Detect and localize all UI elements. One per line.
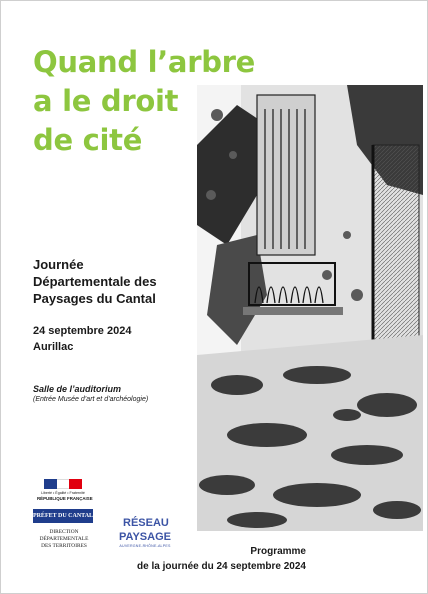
event-name <box>33 256 157 307</box>
event-line-3: Paysages du Cantal <box>33 291 156 306</box>
svg-text:RÉSEAU: RÉSEAU <box>123 517 169 529</box>
ddt-line-3: DES TERRITOIRES <box>41 543 87 549</box>
republique-logo <box>37 479 93 502</box>
title-line-2: a le droit <box>33 84 179 118</box>
prefet-banner: PRÉFET DU CANTAL <box>33 509 93 523</box>
event-line-2: Départementale des <box>33 274 157 289</box>
event-date: 24 septembre 2024 <box>33 325 132 337</box>
republique-motto: Liberté • Égalité • Fraternité <box>41 491 85 495</box>
event-line-1: Journée <box>33 257 84 272</box>
reseau-logo-mark <box>117 513 173 545</box>
ddt-line-2: DÉPARTEMENTALE <box>39 536 89 542</box>
program-line-2: de la journée du 24 septembre 2024 <box>137 561 306 572</box>
ddt-label <box>35 529 93 550</box>
reseau-paysage-logo <box>117 513 173 548</box>
venue-room: Salle de l’auditorium <box>33 384 122 394</box>
ddt-line-1: DIRECTION <box>49 529 79 535</box>
program-heading <box>106 544 306 574</box>
event-city: Aurillac <box>33 341 74 353</box>
venue-block <box>33 383 148 405</box>
venue-detail: (Entrée Musée d’art et d’archéologie) <box>33 396 149 403</box>
facade-photo <box>197 85 423 531</box>
svg-text:PAYSAGE: PAYSAGE <box>119 531 171 543</box>
facade-illustration <box>197 85 423 531</box>
title-line-1: Quand l’arbre <box>33 45 256 79</box>
republique-name: RÉPUBLIQUE FRANÇAISE <box>37 496 93 501</box>
event-date-block <box>33 323 131 355</box>
french-flag-icon <box>44 479 82 489</box>
title-line-3: de cité <box>33 123 143 157</box>
reseau-subtitle: AUVERGNE-RHÔNE-ALPES <box>119 544 171 548</box>
program-line-1: Programme <box>250 546 306 557</box>
